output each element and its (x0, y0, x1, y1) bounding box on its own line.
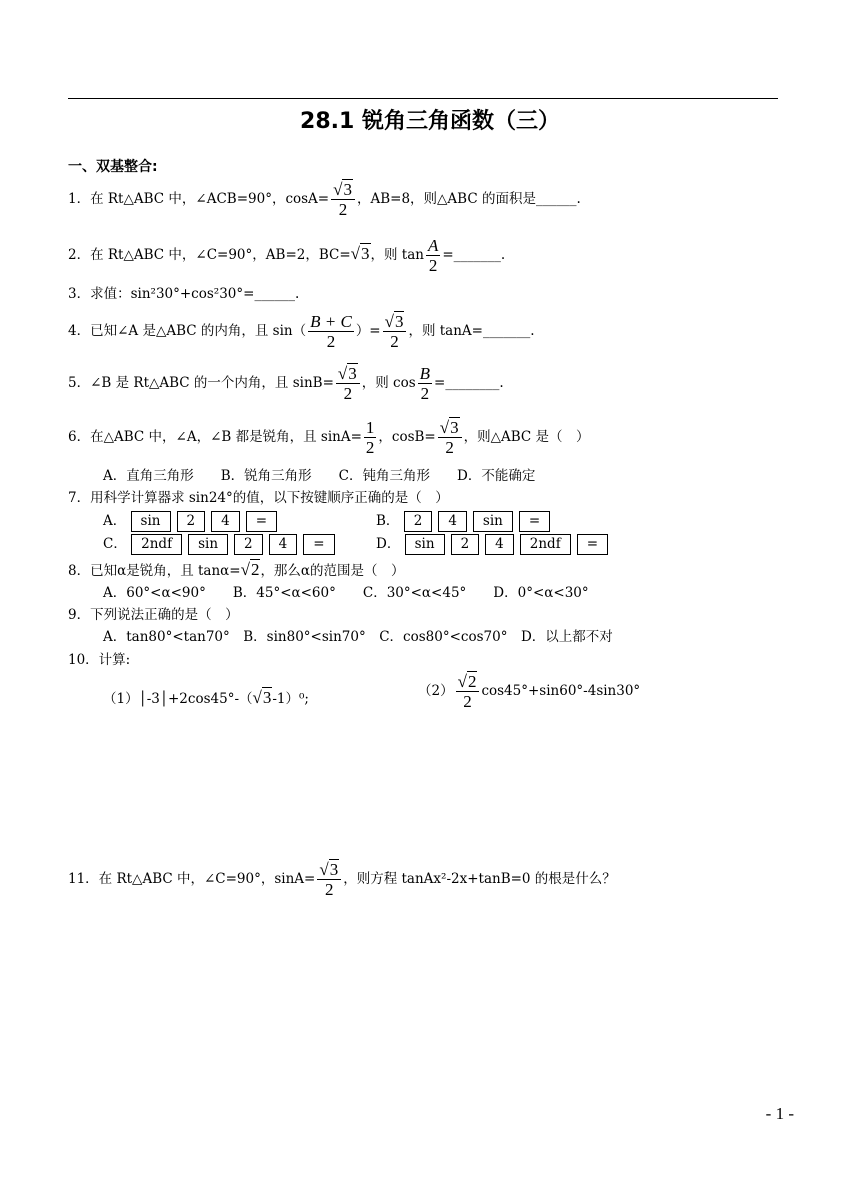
q6-fraction-1: $\frac{1}{2}$ (365, 418, 375, 457)
q7-option-b (376, 511, 556, 532)
question-4 (68, 312, 535, 351)
q7-option-a (103, 511, 283, 532)
q10-p1-text-end: -1）⁰; (272, 691, 309, 707)
question-9: 9．下列说法正确的是（ ） (68, 607, 239, 623)
q4-fraction-1: $\frac{B + C}{2}$ (310, 312, 352, 351)
key-equals: = (519, 511, 550, 532)
key-4: 4 (211, 511, 240, 532)
q10-p2-fraction: $\frac{√2}{2}$ (456, 672, 480, 711)
section-heading: 一、双基整合: (68, 159, 158, 175)
key-sin: sin (405, 534, 445, 555)
q10-part-1 (103, 688, 309, 709)
key-2ndf: 2ndf (131, 534, 182, 555)
key-4: 4 (438, 511, 467, 532)
key-2: 2 (404, 511, 433, 532)
q6-fraction-2: $\frac{√3}{2}$ (438, 418, 462, 457)
q8-sqrt: √2 (240, 560, 260, 579)
q4-text-end: ，则 tanA=_______. (408, 323, 535, 339)
key-2ndf: 2ndf (520, 534, 571, 555)
q6-options: A．直角三角形 B．锐角三角形 C．钝角三角形 D．不能确定 (103, 468, 536, 484)
q5-fraction-1: $\frac{√3}{2}$ (336, 364, 360, 403)
q11-fraction: $\frac{√3}{2}$ (317, 860, 341, 899)
key-sin: sin (473, 511, 513, 532)
q6-text-mid: ，cosB= (378, 429, 436, 445)
key-sin: sin (188, 534, 228, 555)
question-7: 7．用科学计算器求 sin24°的值，以下按键顺序正确的是（ ） (68, 490, 449, 506)
page-number: - 1 - (765, 1104, 794, 1123)
q7-c-label: C． (103, 536, 127, 552)
q10-part-2 (418, 672, 640, 711)
q7-option-c (103, 534, 341, 555)
key-sin: sin (131, 511, 171, 532)
q2-fraction: $\frac{A}{2}$ (427, 236, 439, 275)
question-1 (68, 180, 581, 219)
key-2: 2 (451, 534, 480, 555)
q7-b-label: B． (376, 513, 400, 529)
q1-fraction: $\frac{√3}{2}$ (331, 180, 355, 219)
key-4: 4 (269, 534, 298, 555)
q5-text: 5．∠B 是 Rt△ABC 的一个内角，且 sinB= (68, 375, 334, 391)
q5-text-end: =________. (434, 375, 504, 391)
key-4: 4 (485, 534, 514, 555)
q10-p2-text-end: cos45°+sin60°-4sin30° (481, 683, 641, 699)
question-5 (68, 364, 504, 403)
q9-options: A．tan80°<tan70° B．sin80°<sin70° C．cos80°<cos70° D．以上都不对 (103, 629, 613, 645)
q7-d-label: D． (376, 536, 401, 552)
question-11 (68, 860, 616, 899)
key-2: 2 (234, 534, 263, 555)
q7-a-label: A． (103, 513, 127, 529)
q5-fraction-2: $\frac{B}{2}$ (419, 364, 431, 403)
key-equals: = (303, 534, 334, 555)
q4-fraction-2: $\frac{√3}{2}$ (383, 312, 407, 351)
q5-text-mid: ，则 cos (361, 375, 416, 391)
key-equals: = (577, 534, 608, 555)
question-2 (68, 236, 505, 275)
key-2: 2 (177, 511, 206, 532)
q8-options: A．60°<α<90° B．45°<α<60° C．30°<α<45° D．0°<α<30° (103, 585, 589, 601)
question-8 (68, 560, 405, 581)
question-3: 3．求值：sin²30°+cos²30°=______. (68, 286, 300, 302)
header-rule (68, 98, 778, 99)
q8-text-end: ，那么α的范围是（ ） (260, 563, 405, 579)
q1-text: 1．在 Rt△ABC 中，∠ACB=90°，cosA= (68, 191, 330, 207)
q4-text-mid: ）= (355, 323, 381, 339)
page-title: 28.1 锐角三角函数（三） (300, 109, 560, 134)
q10-p1-sqrt: √3 (252, 688, 272, 707)
q6-text: 6．在△ABC 中，∠A，∠B 都是锐角，且 sinA= (68, 429, 362, 445)
q11-text: 11．在 Rt△ABC 中，∠C=90°，sinA= (68, 871, 316, 887)
q1-text-end: ，AB=8，则△ABC 的面积是______. (356, 191, 581, 207)
key-equals: = (246, 511, 277, 532)
question-6 (68, 418, 590, 457)
q10-p1-text: （1）│-3│+2cos45°-（ (103, 691, 253, 707)
q11-text-end: ，则方程 tanAx²-2x+tanB=0 的根是什么？ (343, 871, 616, 887)
q2-text-end: =_______. (442, 247, 506, 263)
question-10: 10．计算: (68, 652, 131, 668)
q10-p2-text: （2） (418, 683, 454, 699)
q2-sqrt: √3 (350, 244, 370, 263)
q4-text: 4．已知∠A 是△ABC 的内角，且 sin（ (68, 323, 307, 339)
q6-text-end: ，则△ABC 是（ ） (463, 429, 590, 445)
q2-text: 2．在 Rt△ABC 中，∠C=90°，AB=2，BC= (68, 247, 351, 263)
q7-option-d (376, 534, 614, 555)
q8-text: 8．已知α是锐角，且 tanα= (68, 563, 241, 579)
q2-text-mid: ，则 tan (370, 247, 424, 263)
